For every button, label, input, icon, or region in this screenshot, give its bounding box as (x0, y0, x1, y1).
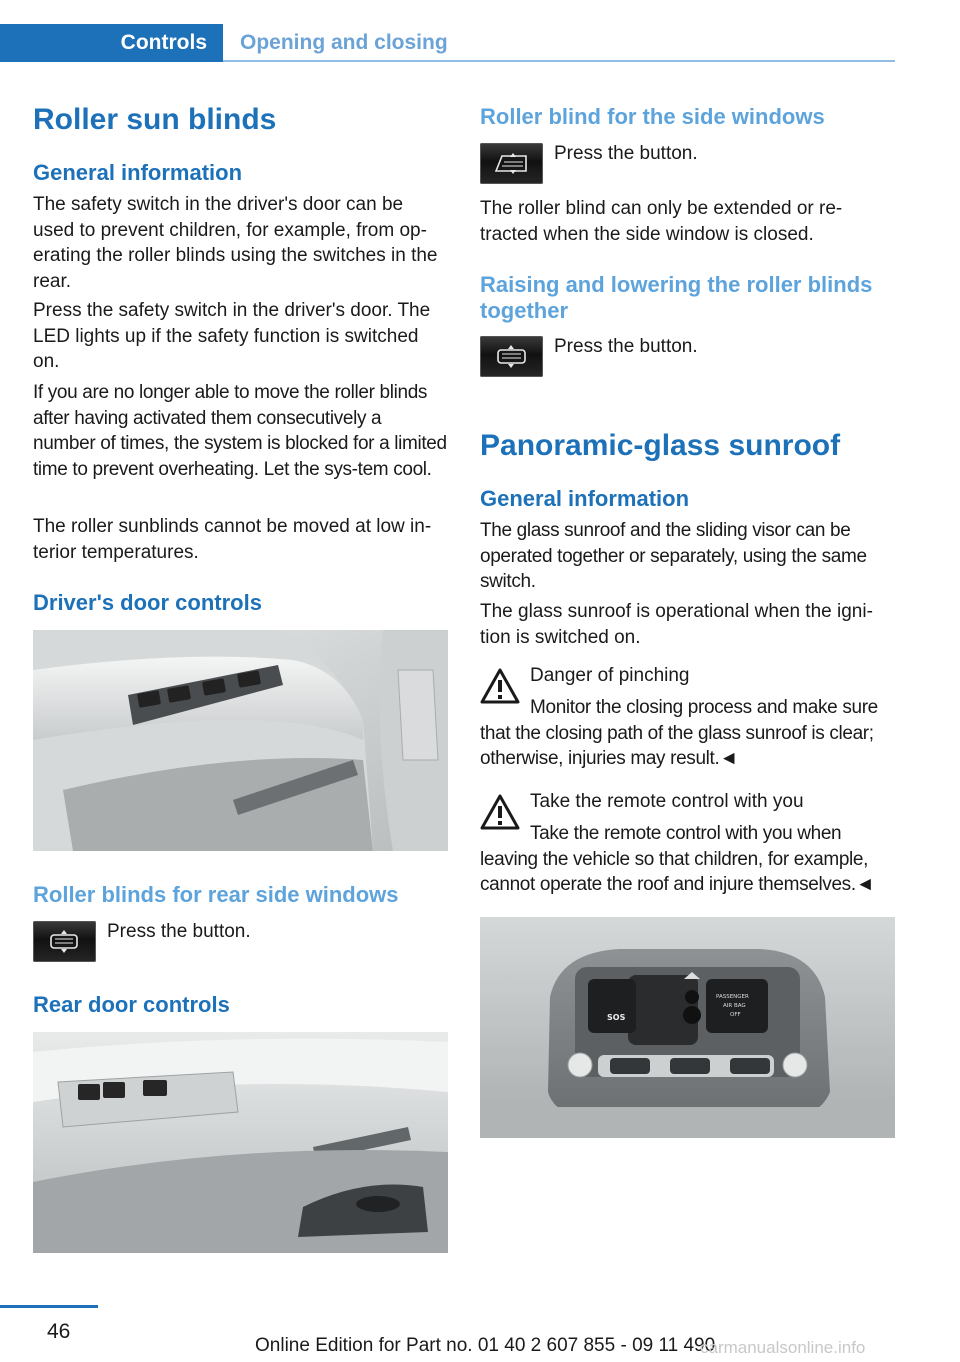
drivers-door-photo (33, 630, 448, 851)
rear-door-controls-heading: Rear door controls (33, 992, 230, 1017)
drivers-door-controls-heading: Driver's door controls (33, 590, 262, 615)
roller-sun-blinds-title: Roller sun blinds (33, 103, 277, 136)
side-windows-blind-heading: Roller blind for the side windows (480, 104, 825, 129)
general-information-heading: General information (33, 160, 243, 185)
sunroof-general-information-heading: General information (480, 486, 690, 511)
chapter-tab[interactable]: Opening and closing (240, 31, 448, 54)
section-tab[interactable]: Controls (0, 24, 223, 62)
warning-remote-title: Take the remote control with you (530, 791, 804, 812)
edition-note: Online Edition for Part no. 01 40 2 607 855 - 09 11 490 (255, 1335, 716, 1356)
side-window-closed-paragraph: The roller blind can only be extended or re-tracted when the side window is closed. (480, 198, 843, 245)
raising-lowering-together-heading: Raising and lowering the roller blinds together (480, 272, 873, 323)
airbag-label-line1: PASSENGER (716, 994, 749, 1000)
sunroof-operation-paragraph: The glass sunroof and the sliding visor can be operated together or separately, using the same switch. (480, 520, 867, 592)
footer-rule (0, 1305, 98, 1308)
warning-pinching-title: Danger of pinching (530, 665, 690, 686)
watermark: carmanualsonline.info (700, 1338, 866, 1357)
warning-pinching-text: Monitor the closing process and make sure that the closing path of the glass sunroof is clear; otherwise, injuries may result.◄ (480, 697, 878, 769)
press-safety-switch-paragraph: Press the safety switch in the driver's door. The LED lights up if the safety function is switched on. (33, 300, 431, 372)
press-button-text-2: Press the button. (554, 143, 698, 164)
sunroof-ignition-paragraph: The glass sunroof is operational when the igni-tion is switched on. (480, 601, 873, 648)
roller-blind-side-button-icon (480, 143, 543, 184)
press-button-text-3: Press the button. (554, 336, 698, 357)
sos-label: SOS (607, 1013, 626, 1022)
page-number: 46 (47, 1320, 71, 1343)
page-header (0, 24, 895, 62)
header-divider (223, 60, 895, 62)
warning-remote-text: Take the remote control with you when leaving the vehicle so that children, for example, cannot operate the roof and injure themselves.◄ (480, 823, 875, 895)
rear-side-windows-heading: Roller blinds for rear side windows (33, 882, 399, 907)
airbag-label-line2: AIR BAG (723, 1003, 746, 1009)
airbag-label-line3: OFF (730, 1012, 741, 1018)
low-temperature-paragraph: The roller sunblinds cannot be moved at low in-terior temperatures. (33, 516, 432, 563)
rear-door-photo (33, 1032, 448, 1253)
overheating-paragraph: If you are no longer able to move the roller blinds after having activated them consecutively a number of times, the system is blocked for a limited time to prevent overheating. Let the sys-tem cool. (33, 382, 447, 480)
roller-blind-together-button-icon (480, 336, 543, 377)
roller-blind-rear-button-icon (33, 921, 96, 962)
safety-switch-paragraph: The safety switch in the driver's door can be used to prevent children, for example, from op-erating the roller blinds using the switches in the rear. (33, 194, 438, 292)
panoramic-sunroof-title: Panoramic-glass sunroof (480, 429, 841, 462)
press-button-text-1: Press the button. (107, 921, 251, 942)
roof-console-photo (480, 917, 895, 1138)
